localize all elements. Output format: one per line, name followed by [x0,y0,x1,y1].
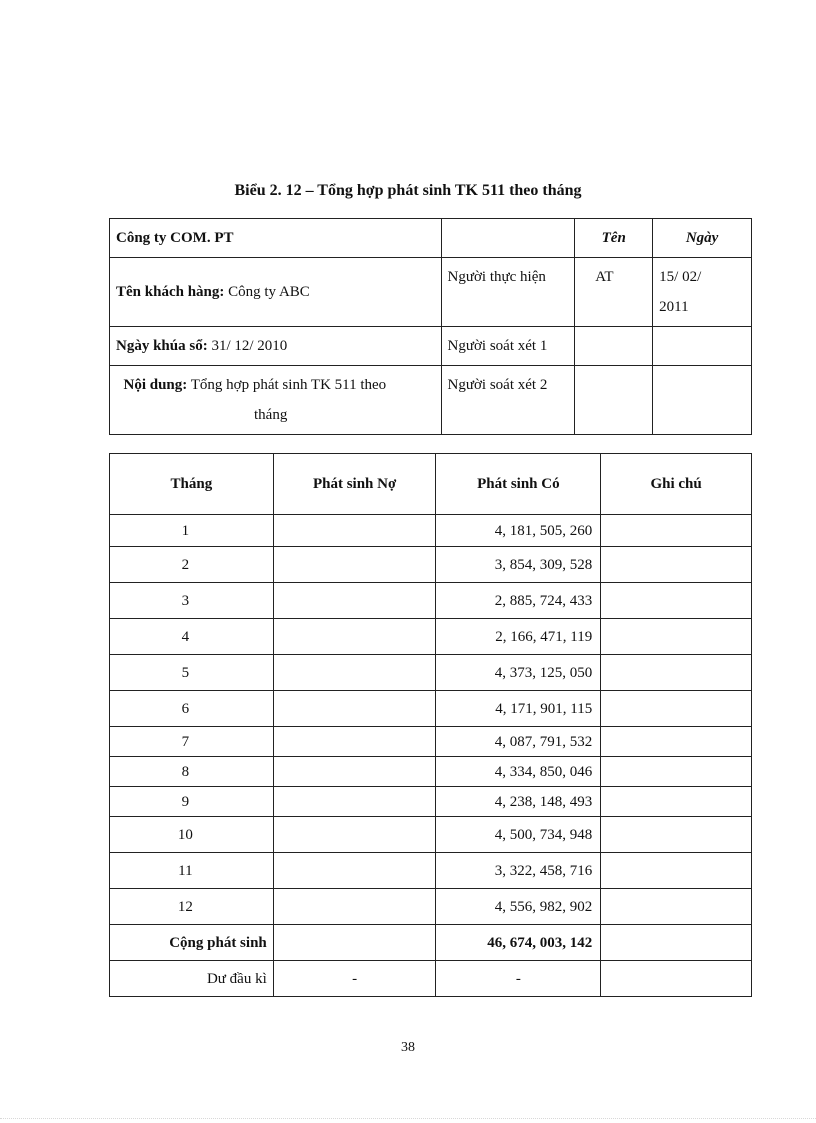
debit-cell [273,691,436,727]
note-cell [601,619,752,655]
header-note: Ghi chú [601,454,752,515]
close-value: 31/ 12/ 2010 [211,338,288,354]
month-cell: 9 [110,787,274,817]
debit-cell [273,787,436,817]
table-row [110,727,752,757]
credit-cell: 4, 500, 734, 948 [436,817,601,853]
table-row [110,547,752,583]
month-cell: 1 [110,515,274,547]
document-title: Biểu 2. 12 – Tổng hợp phát sinh TK 511 theo tháng [234,182,582,199]
credit-cell: 4, 181, 505, 260 [436,515,601,547]
blank-cell [653,327,752,366]
opening-label: Dư đầu kì [110,961,274,997]
credit-cell: 4, 171, 901, 115 [436,691,601,727]
total-credit: 46, 674, 003, 142 [436,925,601,961]
month-cell: 4 [110,619,274,655]
table-row [110,889,752,925]
note-cell [601,655,752,691]
table-row [110,655,752,691]
debit-cell [273,727,436,757]
performer-date-line2: 2011 [659,299,689,315]
debit-cell [273,515,436,547]
month-cell: 2 [110,547,274,583]
ledger-header-row [110,454,752,515]
note-cell [601,691,752,727]
blank-cell [441,219,575,258]
debit-cell [273,757,436,787]
table-row [110,619,752,655]
client-value: Công ty ABC [228,284,310,300]
reviewer2-label: Người soát xét 2 [441,366,575,435]
blank-cell [653,366,752,435]
note-cell [601,817,752,853]
performer-name: AT [575,258,653,327]
month-cell: 6 [110,691,274,727]
debit-cell [273,547,436,583]
month-cell: 3 [110,583,274,619]
content-cell [110,366,442,435]
table-row [110,515,752,547]
content-value: Tổng hợp phát sinh TK 511 theo [190,377,387,393]
credit-cell: 4, 334, 850, 046 [436,757,601,787]
month-cell: 10 [110,817,274,853]
col-name-header: Tên [575,219,653,258]
header-credit: Phát sinh Có [436,454,601,515]
debit-cell [273,655,436,691]
total-note [601,925,752,961]
close-label: Ngày khúa sổ: [116,338,208,354]
debit-cell [273,889,436,925]
table-row [110,817,752,853]
opening-note [601,961,752,997]
table-row [110,691,752,727]
credit-cell: 4, 556, 982, 902 [436,889,601,925]
page-number: 38 [401,1040,415,1055]
credit-cell: 2, 166, 471, 119 [436,619,601,655]
month-cell: 7 [110,727,274,757]
note-cell [601,727,752,757]
company-name: Công ty COM. PT [110,219,442,258]
opening-credit: - [436,961,601,997]
table-row [110,853,752,889]
performer-label: Người thực hiện [441,258,575,327]
note-cell [601,889,752,925]
content-value-2: tháng [254,407,288,423]
close-date-cell [110,327,442,366]
credit-cell: 4, 373, 125, 050 [436,655,601,691]
table-row [110,583,752,619]
credit-cell: 2, 885, 724, 433 [436,583,601,619]
total-label: Cộng phát sinh [110,925,274,961]
content-label: Nội dung: [123,377,188,393]
client-label: Tên khách hàng: [116,284,225,300]
opening-debit: - [273,961,436,997]
performer-date [653,258,752,327]
debit-cell [273,583,436,619]
month-cell: 12 [110,889,274,925]
header-month: Tháng [110,454,274,515]
note-cell [601,853,752,889]
debit-cell [273,817,436,853]
client-cell [110,258,442,327]
performer-date-line1: 15/ 02/ [659,269,702,285]
footer-divider [0,1118,816,1119]
opening-row [110,961,752,997]
credit-cell: 4, 238, 148, 493 [436,787,601,817]
month-cell: 5 [110,655,274,691]
total-row [110,925,752,961]
credit-cell: 3, 322, 458, 716 [436,853,601,889]
header-debit: Phát sinh Nợ [273,454,436,515]
credit-cell: 3, 854, 309, 528 [436,547,601,583]
info-table [109,218,752,435]
note-cell [601,515,752,547]
ledger-table [109,453,752,997]
month-cell: 11 [110,853,274,889]
month-cell: 8 [110,757,274,787]
reviewer1-label: Người soát xét 1 [441,327,575,366]
credit-cell: 4, 087, 791, 532 [436,727,601,757]
total-debit [273,925,436,961]
blank-cell [575,327,653,366]
table-row [110,787,752,817]
note-cell [601,787,752,817]
blank-cell [575,366,653,435]
debit-cell [273,619,436,655]
debit-cell [273,853,436,889]
note-cell [601,547,752,583]
note-cell [601,757,752,787]
note-cell [601,583,752,619]
col-date-header: Ngày [653,219,752,258]
table-row [110,757,752,787]
